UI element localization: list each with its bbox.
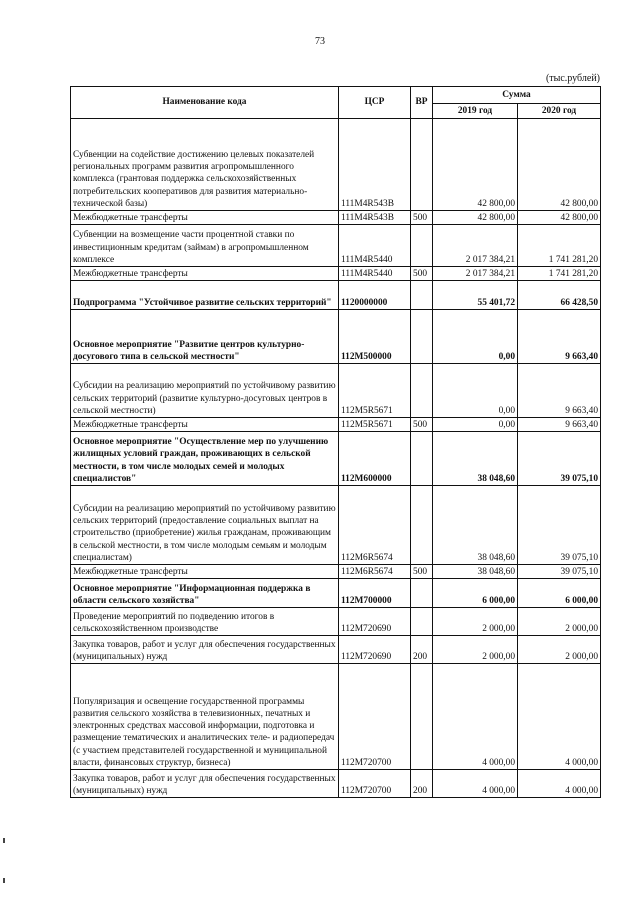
page-number: 73 bbox=[315, 36, 325, 47]
row-name: Популяризация и освещение государственной программы развития сельского хозяйства в телевизионных, печатных и электронных средствах массовой информации, подготовка и размещение тематических и аналитических теле- и радиопередач (с участием представителей государственной и муниципальной власти, финансовых структур, бизнеса) bbox=[71, 664, 339, 770]
row-amount-2020: 4 000,00 bbox=[518, 664, 601, 770]
row-name: Межбюджетные трансферты bbox=[71, 418, 339, 432]
row-csr: 111M4R5440 bbox=[339, 267, 411, 281]
margin-mark bbox=[3, 878, 5, 883]
row-csr: 112M5R5671 bbox=[339, 418, 411, 432]
table-row bbox=[71, 608, 601, 636]
row-amount-2020: 39 075,10 bbox=[518, 486, 601, 565]
header-name: Наименование кода bbox=[71, 87, 339, 119]
row-name: Основное мероприятие "Информационная поддержка в области сельского хозяйства" bbox=[71, 579, 339, 608]
table-row bbox=[71, 418, 601, 432]
row-amount-2019: 38 048,60 bbox=[433, 565, 518, 579]
row-amount-2019: 0,00 bbox=[433, 418, 518, 432]
row-csr: 112M720690 bbox=[339, 608, 411, 636]
row-csr: 112M5R5671 bbox=[339, 364, 411, 418]
table-row bbox=[71, 664, 601, 770]
header-csr: ЦСР bbox=[339, 87, 411, 119]
row-amount-2020: 42 800,00 bbox=[518, 211, 601, 225]
header-2020: 2020 год bbox=[518, 104, 601, 119]
row-amount-2019: 0,00 bbox=[433, 310, 518, 364]
table-row bbox=[71, 267, 601, 281]
row-name: Основное мероприятие "Осуществление мер по улучшению жилищных условий граждан, проживающих в сельской местности, в том числе молодых семей и молодых специалистов" bbox=[71, 432, 339, 486]
header-2019: 2019 год bbox=[433, 104, 518, 119]
row-name: Субвенции на содействие достижению целевых показателей региональных программ развития агропромышленного комплекса (грантовая поддержка сельскохозяйственных потребительских кооперативов для развития материально-технической базы) bbox=[71, 119, 339, 211]
row-csr: 111M4R543B bbox=[339, 211, 411, 225]
row-amount-2020: 39 075,10 bbox=[518, 432, 601, 486]
row-csr: 112M600000 bbox=[339, 432, 411, 486]
row-csr: 112M500000 bbox=[339, 310, 411, 364]
row-csr: 112M720700 bbox=[339, 664, 411, 770]
row-name: Межбюджетные трансферты bbox=[71, 267, 339, 281]
table-body bbox=[71, 119, 601, 798]
row-vr bbox=[411, 579, 433, 608]
units-label: (тыс.рублей) bbox=[545, 73, 600, 84]
row-amount-2020: 9 663,40 bbox=[518, 364, 601, 418]
row-amount-2020: 42 800,00 bbox=[518, 119, 601, 211]
row-name: Субсидии на реализацию мероприятий по устойчивому развитию сельских территорий (развитие культурно-досуговых центров в сельской местности) bbox=[71, 364, 339, 418]
row-amount-2019: 2 000,00 bbox=[433, 636, 518, 664]
row-csr: 112M6R5674 bbox=[339, 486, 411, 565]
row-name: Основное мероприятие "Развитие центров культурно-досугового типа в сельской местности" bbox=[71, 310, 339, 364]
row-name: Проведение мероприятий по подведению итогов в сельскохозяйственном производстве bbox=[71, 608, 339, 636]
table-row bbox=[71, 432, 601, 486]
row-vr bbox=[411, 364, 433, 418]
table-row bbox=[71, 565, 601, 579]
row-amount-2019: 4 000,00 bbox=[433, 664, 518, 770]
row-amount-2020: 66 428,50 bbox=[518, 281, 601, 310]
row-amount-2020: 9 663,40 bbox=[518, 418, 601, 432]
row-amount-2019: 4 000,00 bbox=[433, 770, 518, 798]
row-vr: 200 bbox=[411, 636, 433, 664]
row-amount-2019: 6 000,00 bbox=[433, 579, 518, 608]
row-vr: 200 bbox=[411, 770, 433, 798]
row-amount-2019: 42 800,00 bbox=[433, 211, 518, 225]
row-name: Субвенции на возмещение части процентной ставки по инвестиционным кредитам (займам) в агропромышленном комплексе bbox=[71, 225, 339, 267]
row-amount-2019: 2 017 384,21 bbox=[433, 225, 518, 267]
table-row bbox=[71, 636, 601, 664]
header-vr: ВР bbox=[411, 87, 433, 119]
row-amount-2020: 1 741 281,20 bbox=[518, 225, 601, 267]
row-amount-2020: 9 663,40 bbox=[518, 310, 601, 364]
row-vr: 500 bbox=[411, 211, 433, 225]
row-csr: 112M700000 bbox=[339, 579, 411, 608]
row-name: Межбюджетные трансферты bbox=[71, 565, 339, 579]
row-csr: 112M720690 bbox=[339, 636, 411, 664]
row-amount-2019: 55 401,72 bbox=[433, 281, 518, 310]
row-vr: 500 bbox=[411, 418, 433, 432]
row-amount-2019: 0,00 bbox=[433, 364, 518, 418]
row-csr: 112M720700 bbox=[339, 770, 411, 798]
row-amount-2019: 2 017 384,21 bbox=[433, 267, 518, 281]
margin-mark bbox=[3, 838, 5, 843]
row-name: Закупка товаров, работ и услуг для обеспечения государственных (муниципальных) нужд bbox=[71, 636, 339, 664]
table-row bbox=[71, 310, 601, 364]
row-vr bbox=[411, 281, 433, 310]
row-name: Межбюджетные трансферты bbox=[71, 211, 339, 225]
table-row bbox=[71, 770, 601, 798]
row-csr: 111M4R5440 bbox=[339, 225, 411, 267]
header-sum: Сумма bbox=[433, 87, 601, 104]
table-row bbox=[71, 225, 601, 267]
row-vr bbox=[411, 432, 433, 486]
row-amount-2019: 38 048,60 bbox=[433, 432, 518, 486]
row-csr: 112M6R5674 bbox=[339, 565, 411, 579]
row-amount-2020: 39 075,10 bbox=[518, 565, 601, 579]
row-vr bbox=[411, 119, 433, 211]
row-amount-2020: 2 000,00 bbox=[518, 608, 601, 636]
row-amount-2020: 2 000,00 bbox=[518, 636, 601, 664]
row-amount-2020: 4 000,00 bbox=[518, 770, 601, 798]
table-row bbox=[71, 364, 601, 418]
row-name: Субсидии на реализацию мероприятий по устойчивому развитию сельских территорий (предоставление социальных выплат на строительство (приобретение) жилья гражданам, проживающим в сельской местности, в том числе молодым семьям и молодым специалистам) bbox=[71, 486, 339, 565]
row-vr bbox=[411, 486, 433, 565]
row-amount-2019: 42 800,00 bbox=[433, 119, 518, 211]
row-vr: 500 bbox=[411, 267, 433, 281]
row-amount-2019: 2 000,00 bbox=[433, 608, 518, 636]
row-name: Подпрограмма "Устойчивое развитие сельских территорий" bbox=[71, 281, 339, 310]
row-vr bbox=[411, 664, 433, 770]
budget-table bbox=[70, 86, 601, 798]
row-csr: 111M4R543B bbox=[339, 119, 411, 211]
row-amount-2020: 6 000,00 bbox=[518, 579, 601, 608]
row-vr bbox=[411, 310, 433, 364]
row-vr bbox=[411, 608, 433, 636]
table-row bbox=[71, 119, 601, 211]
row-vr: 500 bbox=[411, 565, 433, 579]
table-row bbox=[71, 281, 601, 310]
row-name: Закупка товаров, работ и услуг для обеспечения государственных (муниципальных) нужд bbox=[71, 770, 339, 798]
table-row bbox=[71, 211, 601, 225]
row-vr bbox=[411, 225, 433, 267]
row-amount-2020: 1 741 281,20 bbox=[518, 267, 601, 281]
row-csr: 1120000000 bbox=[339, 281, 411, 310]
row-amount-2019: 38 048,60 bbox=[433, 486, 518, 565]
table-row bbox=[71, 579, 601, 608]
table-row bbox=[71, 486, 601, 565]
